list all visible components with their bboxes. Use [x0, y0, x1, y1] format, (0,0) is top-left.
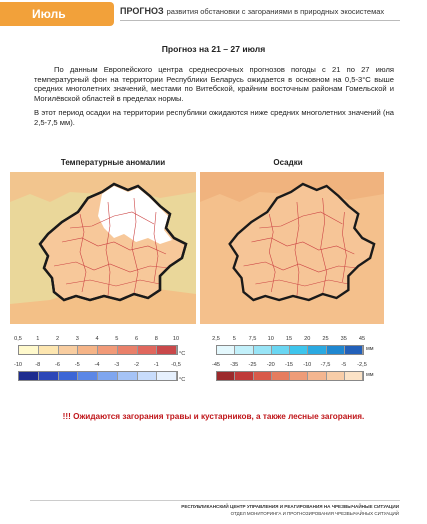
- forecast-paragraph-1: [34, 65, 394, 103]
- legend-label: 2: [55, 336, 60, 342]
- footer-department: ОТДЕЛ МОНИТОРИНГА И ПРОГНОЗИРОВАНИЯ ЧРЕЗВЫЧАЙНЫХ СИТУАЦИЙ: [230, 511, 399, 516]
- paragraph-2-text: В этот период осадки на территории республики ожидаются ниже средних многолетних значений (на 2,5-7,5 мм).: [34, 108, 394, 127]
- legend-swatch: [78, 372, 98, 380]
- temp-positive-legend: [10, 336, 196, 358]
- legend-label: 4: [95, 336, 99, 342]
- legend-unit: мм: [366, 372, 374, 378]
- legend-label: -1: [153, 362, 159, 368]
- legend-label: -5: [74, 362, 80, 368]
- legend-label: -4: [94, 362, 100, 368]
- legend-label: 35: [340, 336, 347, 342]
- legend-label: 8: [154, 336, 158, 342]
- legend-label: -2: [134, 362, 139, 368]
- legend-label: 10: [267, 336, 274, 342]
- legend-swatch: [290, 346, 308, 354]
- legend-swatch: [98, 346, 118, 354]
- legend-label: 2,5: [212, 336, 220, 342]
- legend-swatch: [217, 346, 235, 354]
- legend-label: -45: [211, 362, 221, 368]
- legend-swatch: [138, 346, 158, 354]
- legend-label: 6: [134, 336, 139, 342]
- legend-label: -10: [13, 362, 23, 368]
- legend-label: 0,5: [14, 336, 22, 342]
- legend-swatch: [118, 372, 138, 380]
- legend-swatch: [39, 346, 59, 354]
- legend-label: 25: [322, 336, 329, 342]
- footer-organization: РЕСПУБЛИКАНСКИЙ ЦЕНТР УПРАВЛЕНИЯ И РЕАГИРОВАНИЯ НА ЧРЕЗВЫЧАЙНЫЕ СИТУАЦИИ: [181, 504, 399, 509]
- legend-label: 3: [75, 336, 79, 342]
- legend-swatch: [345, 372, 363, 380]
- warning-message: !!! Ожидаются загорания травы и кустарников, а также лесные загорания.: [62, 412, 365, 421]
- footer-divider: [30, 500, 400, 501]
- legend-label: -20: [266, 362, 275, 368]
- legend-swatch: [157, 372, 177, 380]
- legend-swatch: [235, 346, 253, 354]
- legend-label: -2,5: [357, 362, 367, 368]
- legend-swatch: [308, 372, 326, 380]
- legend-swatch: [98, 372, 118, 380]
- legend-color-bar: [18, 345, 178, 355]
- legend-swatch: [59, 372, 79, 380]
- legend-label: -15: [284, 362, 294, 368]
- legend-swatch: [272, 346, 290, 354]
- legend-label: -25: [248, 362, 257, 368]
- legend-unit: °С: [179, 351, 186, 357]
- temperature-map: [10, 172, 196, 324]
- legend-swatch: [290, 372, 308, 380]
- legend-label: 5: [115, 336, 119, 342]
- legend-swatch: [272, 372, 290, 380]
- legend-unit: °С: [179, 377, 186, 383]
- precip-positive-legend: [208, 336, 388, 358]
- header-divider: [120, 20, 400, 21]
- legend-swatch: [138, 372, 158, 380]
- temperature-map-title: Температурные аномалии: [60, 158, 166, 167]
- precip-negative-legend: [208, 362, 388, 384]
- legend-swatch: [59, 346, 79, 354]
- legend-label: -0,5: [171, 362, 181, 368]
- precip-map-title: Осадки: [273, 158, 303, 167]
- paragraph-1-text: По данным Европейского центра среднесрочных прогнозов погоды с 21 по 27 июля температурный фон на территории Республики Беларусь ожидается в основном на 0,5-3°С выше средних многолетних значений, местами по Витебской, крайним восточным районам Гомельской и Могилёвской областей в пределах нормы.: [34, 65, 394, 103]
- legend-color-bar: [216, 371, 364, 381]
- legend-label: 20: [304, 336, 311, 342]
- legend-label: 5: [232, 336, 236, 342]
- legend-swatch: [327, 372, 345, 380]
- legend-color-bar: [216, 345, 364, 355]
- legend-label: 45: [358, 336, 366, 342]
- legend-swatch: [327, 346, 345, 354]
- legend-label: -35: [230, 362, 239, 368]
- page-header: [0, 0, 427, 28]
- legend-swatch: [19, 346, 39, 354]
- legend-swatch: [308, 346, 326, 354]
- legend-swatch: [78, 346, 98, 354]
- legend-swatch: [254, 372, 272, 380]
- legend-swatch: [19, 372, 39, 380]
- legend-swatch: [39, 372, 59, 380]
- header-title-bold: ПРОГНОЗ: [120, 6, 164, 16]
- legend-label: -5: [341, 362, 347, 368]
- precipitation-map: [200, 172, 384, 324]
- legend-swatch: [345, 346, 363, 354]
- legend-swatch: [118, 346, 138, 354]
- legend-label: 1: [36, 336, 40, 342]
- legend-label: 7,5: [248, 336, 257, 342]
- legend-label: 15: [285, 336, 293, 342]
- legend-label: -7,5: [320, 362, 331, 368]
- month-tab: Июль: [0, 2, 114, 26]
- legend-swatch: [217, 372, 235, 380]
- legend-label: -3: [114, 362, 120, 368]
- legend-label: -10: [303, 362, 312, 368]
- header-title: [120, 6, 384, 16]
- legend-unit: мм: [366, 346, 374, 352]
- legend-swatch: [235, 372, 253, 380]
- legend-swatch: [157, 346, 177, 354]
- legend-color-bar: [18, 371, 178, 381]
- forecast-paragraph-2: [34, 108, 394, 127]
- header-title-rest: развития обстановки с загораниями в природных экосистемах: [166, 7, 385, 16]
- legend-swatch: [254, 346, 272, 354]
- legend-label: -6: [55, 362, 60, 368]
- temp-negative-legend: [10, 362, 196, 384]
- legend-label: 10: [172, 336, 180, 342]
- forecast-title: Прогноз на 21 – 27 июля: [161, 44, 266, 54]
- legend-label: -8: [35, 362, 41, 368]
